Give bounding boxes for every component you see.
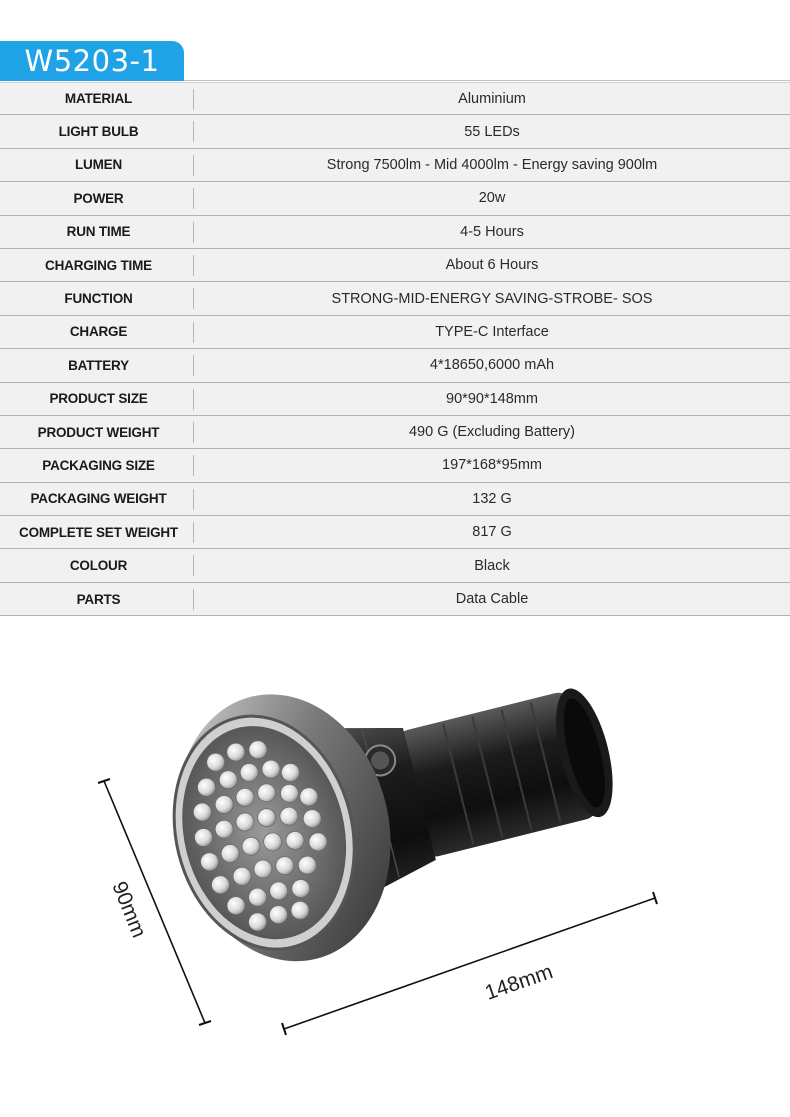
spec-label: BATTERY — [68, 357, 129, 373]
spec-label: PACKAGING WEIGHT — [30, 491, 167, 507]
spec-row-colour — [0, 549, 790, 582]
spec-label: PRODUCT SIZE — [49, 391, 148, 407]
spec-label: LUMEN — [75, 157, 122, 173]
spec-value: STRONG-MID-ENERGY SAVING-STROBE- SOS — [331, 290, 653, 307]
spec-row-charge — [0, 316, 790, 349]
spec-value: 55 LEDs — [464, 123, 520, 140]
spec-label: PARTS — [76, 591, 121, 607]
spec-value: Black — [474, 557, 510, 574]
spec-value: TYPE-C Interface — [435, 323, 549, 340]
spec-value: 132 G — [472, 490, 512, 507]
spec-value: Strong 7500lm - Mid 4000lm - Energy saving 900lm — [326, 156, 658, 173]
spec-value: 4*18650,6000 mAh — [429, 357, 555, 374]
spec-label: CHARGING TIME — [45, 257, 152, 273]
spec-value: 4-5 Hours — [460, 223, 524, 240]
diameter-label: 90mm — [107, 878, 151, 941]
spec-value: 20w — [478, 190, 506, 207]
spec-label: COLOUR — [69, 558, 128, 574]
spec-value: 817 G — [472, 524, 512, 541]
spec-row-material — [0, 82, 790, 115]
spec-label: CHARGE — [69, 324, 128, 340]
length-label: 148mm — [482, 960, 556, 1005]
spec-row-product-size — [0, 383, 790, 416]
spec-label: POWER — [73, 190, 124, 206]
spec-label: COMPLETE SET WEIGHT — [19, 524, 178, 540]
spec-row-function — [0, 282, 790, 315]
spec-value: 197*168*95mm — [442, 457, 542, 474]
spec-row-battery — [0, 349, 790, 382]
spec-label: FUNCTION — [64, 291, 133, 307]
spec-value: Data Cable — [455, 591, 529, 608]
spec-row-packaging-weight — [0, 483, 790, 516]
spec-label: PRODUCT WEIGHT — [37, 424, 160, 440]
spec-row-packaging-size — [0, 449, 790, 482]
spec-value: About 6 Hours — [445, 257, 539, 274]
spec-row-run-time — [0, 216, 790, 249]
spec-row-product-weight — [0, 416, 790, 449]
spec-label: LIGHT BULB — [58, 124, 139, 140]
flashlight-illustration — [0, 640, 790, 1117]
spec-row-parts — [0, 583, 790, 616]
spec-row-lumen — [0, 149, 790, 182]
spec-value: 90*90*148mm — [446, 390, 538, 407]
spec-row-complete-set-weight — [0, 516, 790, 549]
spec-label: RUN TIME — [66, 224, 131, 240]
flashlight-image — [146, 640, 640, 985]
spec-label: MATERIAL — [64, 91, 133, 107]
spec-row-power — [0, 182, 790, 215]
spec-row-light-bulb — [0, 115, 790, 148]
spec-row-charging-time — [0, 249, 790, 282]
spec-value: 490 G (Excluding Battery) — [408, 424, 576, 441]
model-title-tab: W5203-1 — [0, 41, 184, 81]
spec-table — [0, 82, 790, 616]
spec-label: PACKAGING SIZE — [42, 457, 155, 473]
spec-value: Aluminium — [458, 90, 526, 107]
